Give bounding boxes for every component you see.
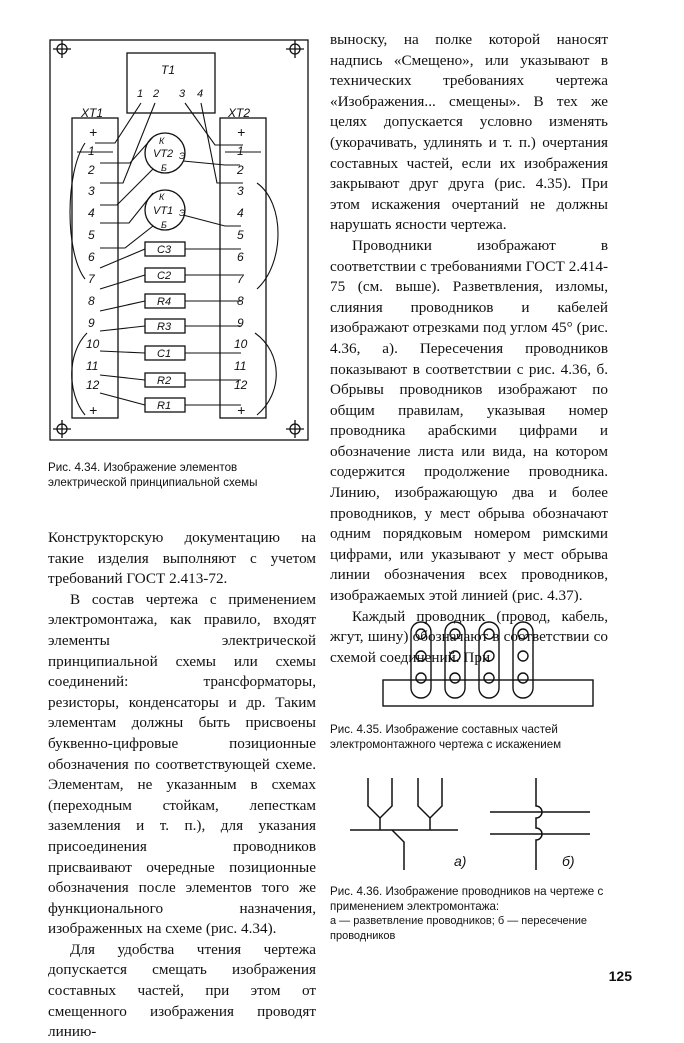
xt2-row-9: 9 xyxy=(237,316,244,330)
figure-4-35-caption-text: Рис. 4.35. Изображение составных частей электромонтажного чертежа с искажением xyxy=(330,723,562,751)
xt2-row-6: 6 xyxy=(237,250,244,264)
label-vt2: VT2 xyxy=(153,148,174,160)
crossing-conductors xyxy=(490,778,590,870)
left-column xyxy=(48,528,316,1043)
figure-4-36-caption-text: Рис. 4.36. Изображение проводников на чертеже с применением электромонтажа: xyxy=(330,885,604,913)
label-r4: R4 xyxy=(157,296,172,308)
figure-4-34-schematic xyxy=(45,33,315,443)
xt1-row-11: 11 xyxy=(86,359,99,373)
figure-4-36-drawing xyxy=(350,778,600,873)
schematic-wires xyxy=(70,103,278,415)
label-c1: C1 xyxy=(157,348,172,360)
label-vt1-b: Б xyxy=(161,220,167,230)
xt1-row-8: 8 xyxy=(88,294,95,308)
mount-hole-bl xyxy=(53,420,71,438)
xt2-row-4: 4 xyxy=(237,206,244,220)
plus-xt2-bottom: + xyxy=(237,402,246,418)
right-column xyxy=(330,30,608,668)
terminal-lug-1 xyxy=(411,622,431,698)
branching-conductors xyxy=(350,778,458,870)
label-t1-pin2: 2 xyxy=(153,88,160,100)
label-vt2-e: Э xyxy=(179,151,186,161)
label-fig436-a: а) xyxy=(454,853,467,869)
label-vt1-k: К xyxy=(159,192,165,202)
label-vt2-b: Б xyxy=(161,163,167,173)
plus-xt2-top: + xyxy=(237,124,246,140)
xt1-row-7: 7 xyxy=(88,272,95,286)
xt1-row-9: 9 xyxy=(88,316,95,330)
xt2-row-8: 8 xyxy=(237,294,244,308)
plus-xt1-bottom: + xyxy=(89,402,98,418)
terminal-lug-3 xyxy=(479,622,499,698)
xt2-row-1: 1 xyxy=(237,144,244,158)
terminal-lug-4 xyxy=(513,622,533,698)
left-paragraph-2: В состав чертежа с применением электромонтажа, как правило, входят элементы электрической принципиальной схемы или схемы соединений: трансформаторы, резисторы, конденсаторы и др. Таким элементам должны быть присвоены буквенно-цифровые позиционные обозначения по соответствующей схеме. Элементам, не указанным в схемах (переходным стойкам, лепесткам заземления и т. п.), для указания присоединения проводников присваивают очередные позиционные обозначения после элементов того же функционального назначения, изображенных на схеме (рис. 4.34). xyxy=(48,590,316,938)
page-number: 125 xyxy=(608,968,632,984)
label-r2: R2 xyxy=(157,375,172,387)
label-vt1-e: Э xyxy=(179,208,186,218)
plus-xt1-top: + xyxy=(89,124,98,140)
xt2-row-3: 3 xyxy=(237,184,244,198)
label-xt1: XT1 xyxy=(81,106,104,120)
left-paragraph-3: Для удобства чтения чертежа допускается смещать изображения составных частей, при этом от смещенного изображения проводят линию- xyxy=(48,940,316,1041)
xt2-row-7: 7 xyxy=(237,272,244,286)
xt2-row-2: 2 xyxy=(237,163,244,177)
left-paragraph-1: Конструкторскую документацию на такие изделия выполняют с учетом требований ГОСТ 2.413-72. xyxy=(48,529,316,588)
label-xt2: XT2 xyxy=(228,106,251,120)
xt1-row-4: 4 xyxy=(88,206,95,220)
xt1-row-5: 5 xyxy=(88,228,95,242)
mount-hole-tl xyxy=(53,40,71,58)
xt2-row-11: 11 xyxy=(234,359,247,373)
mount-hole-tr xyxy=(286,40,304,58)
label-c2: C2 xyxy=(157,270,172,282)
label-t1: T1 xyxy=(161,63,176,77)
mounting-base xyxy=(383,680,593,706)
right-paragraph-1: выноску, на полке которой наносят надпись «Смещено», или указывают в технических требованиях чертежа «Изображения... смещены». В тех же целях допускается условно изменять (укорачивать, удлинять и т. п.) очертания составных частей, если их изображения закрывают друг друга (рис. 4.35). При этом искажения очертаний не должны нарушать ясности чертежа. xyxy=(330,31,608,234)
label-c3: C3 xyxy=(157,244,172,256)
label-r3: R3 xyxy=(157,321,172,333)
label-t1-pin4: 4 xyxy=(197,88,204,100)
right-paragraph-2: Проводники изображают в соответствии с требованиями ГОСТ 2.414-75 (см. выше). Разветвления, изломы, слияния проводников и кабелей изображают отрезками под углом 45° (рис. 4.36, а). Пересечения проводников показывают в соответствии с рис. 4.36, б. Обрывы проводников изображают по общим правилам, указывая номер проводника арабскими цифрами и обозначение листа или вида, на котором содержится продолжение проводника. Линию, изображающую два и более проводников, у мест обрыва обозначают одним порядковым номером римскими цифрами, или указывают у мест обрыва линии обозначения всех проводников, изображаемых этой линией (рис. 4.37). xyxy=(330,236,608,605)
xt1-row-2: 2 xyxy=(88,163,95,177)
figure-4-35-caption xyxy=(330,722,608,752)
label-t1-pin3: 3 xyxy=(179,88,186,100)
mount-hole-br xyxy=(286,420,304,438)
figure-4-34-caption-text: Рис. 4.34. Изображение элементов электрической принципиальной схемы xyxy=(48,461,258,489)
figure-4-36-caption-sub: а — разветвление проводников; б — пересечение проводников xyxy=(330,915,588,942)
label-r1: R1 xyxy=(157,400,172,412)
xt1-row-6: 6 xyxy=(88,250,95,264)
xt1-row-10: 10 xyxy=(86,337,100,351)
xt2-row-10: 10 xyxy=(234,337,248,351)
right-paragraph-3: Каждый проводник (провод, кабель, жгут, шину) обозначают в соответствии со схемой соединений. При xyxy=(330,607,608,666)
label-t1-pin1: 1 xyxy=(137,88,144,100)
label-fig436-b: б) xyxy=(562,853,575,869)
xt2-row-5: 5 xyxy=(237,228,244,242)
xt1-row-3: 3 xyxy=(88,184,95,198)
xt1-row-12: 12 xyxy=(86,378,100,392)
terminal-lug-2 xyxy=(445,622,465,698)
label-vt2-k: К xyxy=(159,136,165,146)
figure-4-36-caption xyxy=(330,884,608,944)
xt1-row-1: 1 xyxy=(88,144,95,158)
label-vt1: VT1 xyxy=(153,205,174,217)
figure-4-35-drawing xyxy=(383,620,603,710)
xt2-row-12: 12 xyxy=(234,378,248,392)
figure-4-34-caption xyxy=(48,460,316,490)
